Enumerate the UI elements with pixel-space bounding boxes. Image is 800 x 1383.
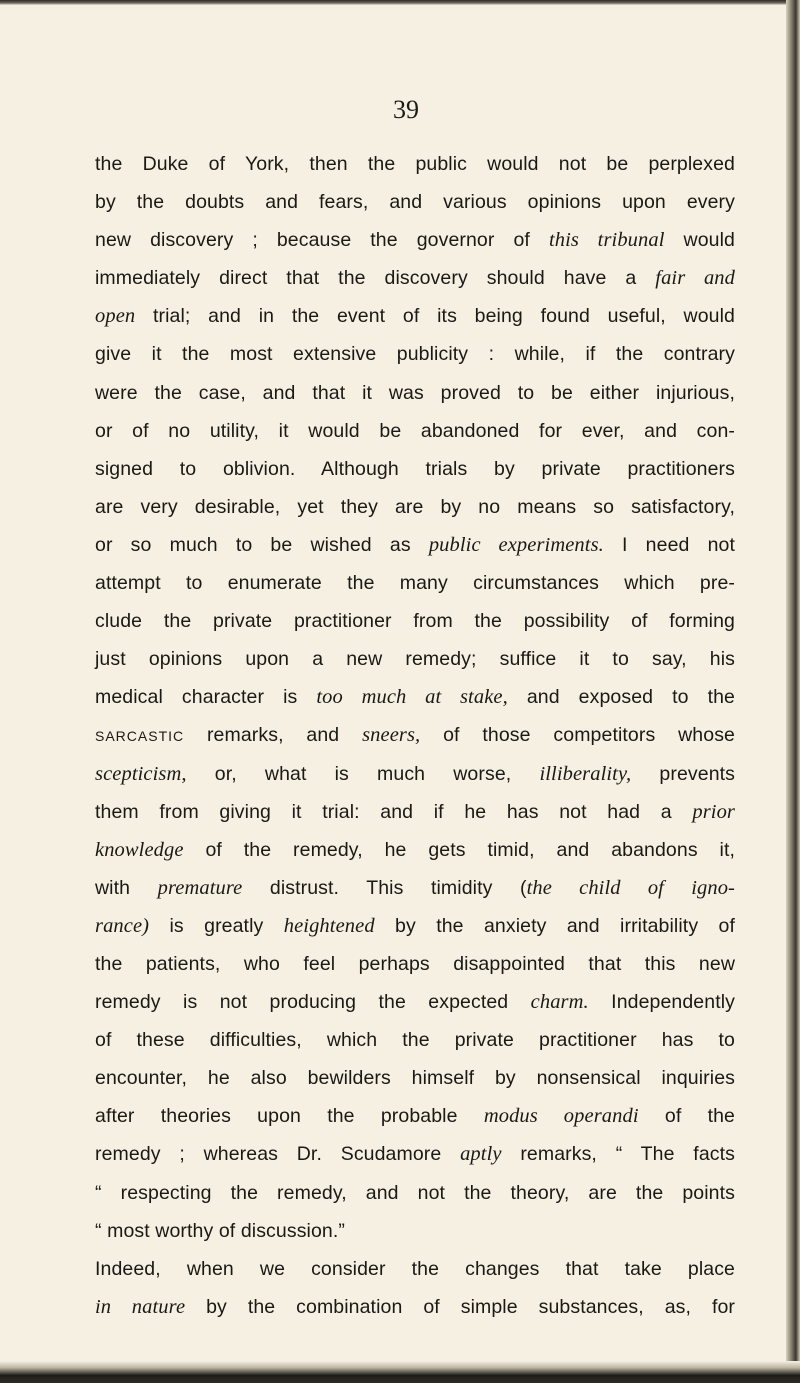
text-line — [95, 488, 735, 526]
text-segment: of these difficulties, which the private practitioner has to — [95, 1029, 735, 1052]
text-line — [95, 526, 735, 564]
italic-text: the child of igno- — [526, 876, 735, 899]
text-line — [95, 183, 735, 221]
text-line — [95, 1212, 735, 1250]
text-line — [95, 640, 735, 678]
text-segment: would — [664, 229, 736, 252]
text-line — [95, 1174, 735, 1212]
page-number: 39 — [393, 95, 419, 124]
text-line — [95, 221, 735, 259]
text-line — [95, 259, 735, 297]
text-segment: new discovery ; because the governor of — [95, 229, 549, 252]
text-line — [95, 602, 735, 640]
body-text — [95, 145, 735, 1326]
italic-text: premature — [157, 876, 243, 899]
text-line — [95, 678, 735, 716]
italic-text: rance) — [95, 914, 150, 937]
italic-text: open — [95, 305, 136, 328]
text-segment: remarks, “ The facts — [501, 1143, 735, 1166]
text-line — [95, 450, 735, 488]
text-line — [95, 412, 735, 450]
text-segment: just opinions upon a new remedy; suffice it to say, his — [95, 648, 735, 671]
text-segment: of the remedy, he gets timid, and abandons it, — [183, 838, 735, 861]
text-segment: were the case, and that it was proved to be either injurious, — [95, 381, 735, 404]
page-right-edge — [786, 0, 800, 1383]
italic-text: knowledge — [95, 838, 184, 861]
text-segment: by the anxiety and irritability of — [374, 914, 735, 937]
text-line — [95, 831, 735, 869]
text-segment: is greatly — [149, 914, 284, 937]
text-segment: distrust. This timidity ( — [242, 876, 527, 899]
text-segment: Indeed, when we consider the changes that take place — [95, 1257, 735, 1280]
text-line — [95, 145, 735, 183]
text-segment: clude the private practitioner from the possibility of forming — [95, 610, 735, 633]
italic-text: in nature — [95, 1295, 186, 1318]
italic-text: prior — [692, 800, 735, 823]
text-segment: remedy ; whereas Dr. Scudamore — [95, 1143, 461, 1166]
text-segment: or of no utility, it would be abandoned for ever, and con- — [95, 419, 735, 442]
text-segment: immediately direct that the discovery should have a — [95, 267, 656, 290]
text-segment: with — [95, 876, 158, 899]
text-segment: the Duke of York, then the public would not be perplexed — [95, 153, 735, 175]
text-segment: by the doubts and fears, and various opinions upon every — [95, 191, 735, 214]
italic-text: modus operandi — [483, 1105, 639, 1128]
page-bottom-edge — [0, 1361, 800, 1383]
text-line — [95, 564, 735, 602]
text-segment: by the combination of simple substances, as, for — [185, 1295, 736, 1318]
text-line — [95, 1021, 735, 1059]
text-segment: of those competitors whose — [420, 724, 735, 747]
text-line — [95, 1250, 735, 1288]
text-line — [95, 869, 735, 907]
page-top-edge — [0, 0, 800, 5]
text-segment: “ respecting the remedy, and not the theory, are the points — [95, 1181, 735, 1204]
italic-text: this tribunal — [548, 229, 665, 252]
italic-text: fair and — [655, 267, 736, 290]
text-line — [95, 793, 735, 831]
text-line — [95, 907, 735, 945]
text-segment: give it the most extensive publicity : while, if the contrary — [95, 343, 735, 366]
text-line — [95, 945, 735, 983]
text-segment: them from giving it trial: and if he has not had a — [95, 800, 693, 823]
text-line — [95, 1288, 735, 1326]
text-segment: of the — [638, 1105, 735, 1128]
text-line — [95, 755, 735, 793]
text-segment: prevents — [631, 762, 736, 785]
text-line — [95, 374, 735, 412]
text-segment: or, what is much worse, — [186, 762, 540, 785]
text-segment: after theories upon the probable — [95, 1105, 484, 1128]
text-segment: or so much to be wished as — [95, 533, 429, 556]
text-segment: and exposed to the — [507, 686, 735, 709]
text-segment: trial; and in the event of its being found useful, would — [135, 305, 735, 328]
italic-text: sneers, — [362, 724, 421, 747]
text-segment: remarks, and — [184, 724, 363, 747]
italic-text: public experiments. — [428, 533, 604, 556]
text-line — [95, 1135, 735, 1173]
text-segment: remedy is not producing the expected — [95, 991, 531, 1014]
text-line — [95, 335, 735, 373]
text-line — [95, 716, 735, 754]
italic-text: illiberality, — [539, 762, 632, 785]
text-line — [95, 1059, 735, 1097]
text-segment: medical character is — [95, 686, 317, 709]
text-segment: “ most worthy of discussion.” — [95, 1219, 345, 1242]
italic-text: too much at stake, — [316, 686, 508, 709]
small-caps-text: sarcastic — [95, 724, 185, 747]
text-segment: are very desirable, yet they are by no means so satisfactory, — [95, 495, 735, 518]
text-segment: encounter, he also bewilders himself by nonsensical inquiries — [95, 1067, 735, 1090]
text-segment: I need not — [603, 533, 736, 556]
text-segment: Independently — [588, 991, 735, 1014]
italic-text: scepticism, — [95, 762, 187, 785]
text-line — [95, 1097, 735, 1135]
italic-text: heightened — [283, 914, 375, 937]
italic-text: aptly — [460, 1143, 502, 1166]
text-segment: attempt to enumerate the many circumstances which pre- — [95, 572, 735, 595]
text-line — [95, 983, 735, 1021]
italic-text: charm. — [530, 991, 589, 1014]
text-line — [95, 297, 735, 335]
text-segment: the patients, who feel perhaps disappointed that this new — [95, 952, 735, 975]
text-segment: signed to oblivion. Although trials by private practitioners — [95, 457, 735, 480]
